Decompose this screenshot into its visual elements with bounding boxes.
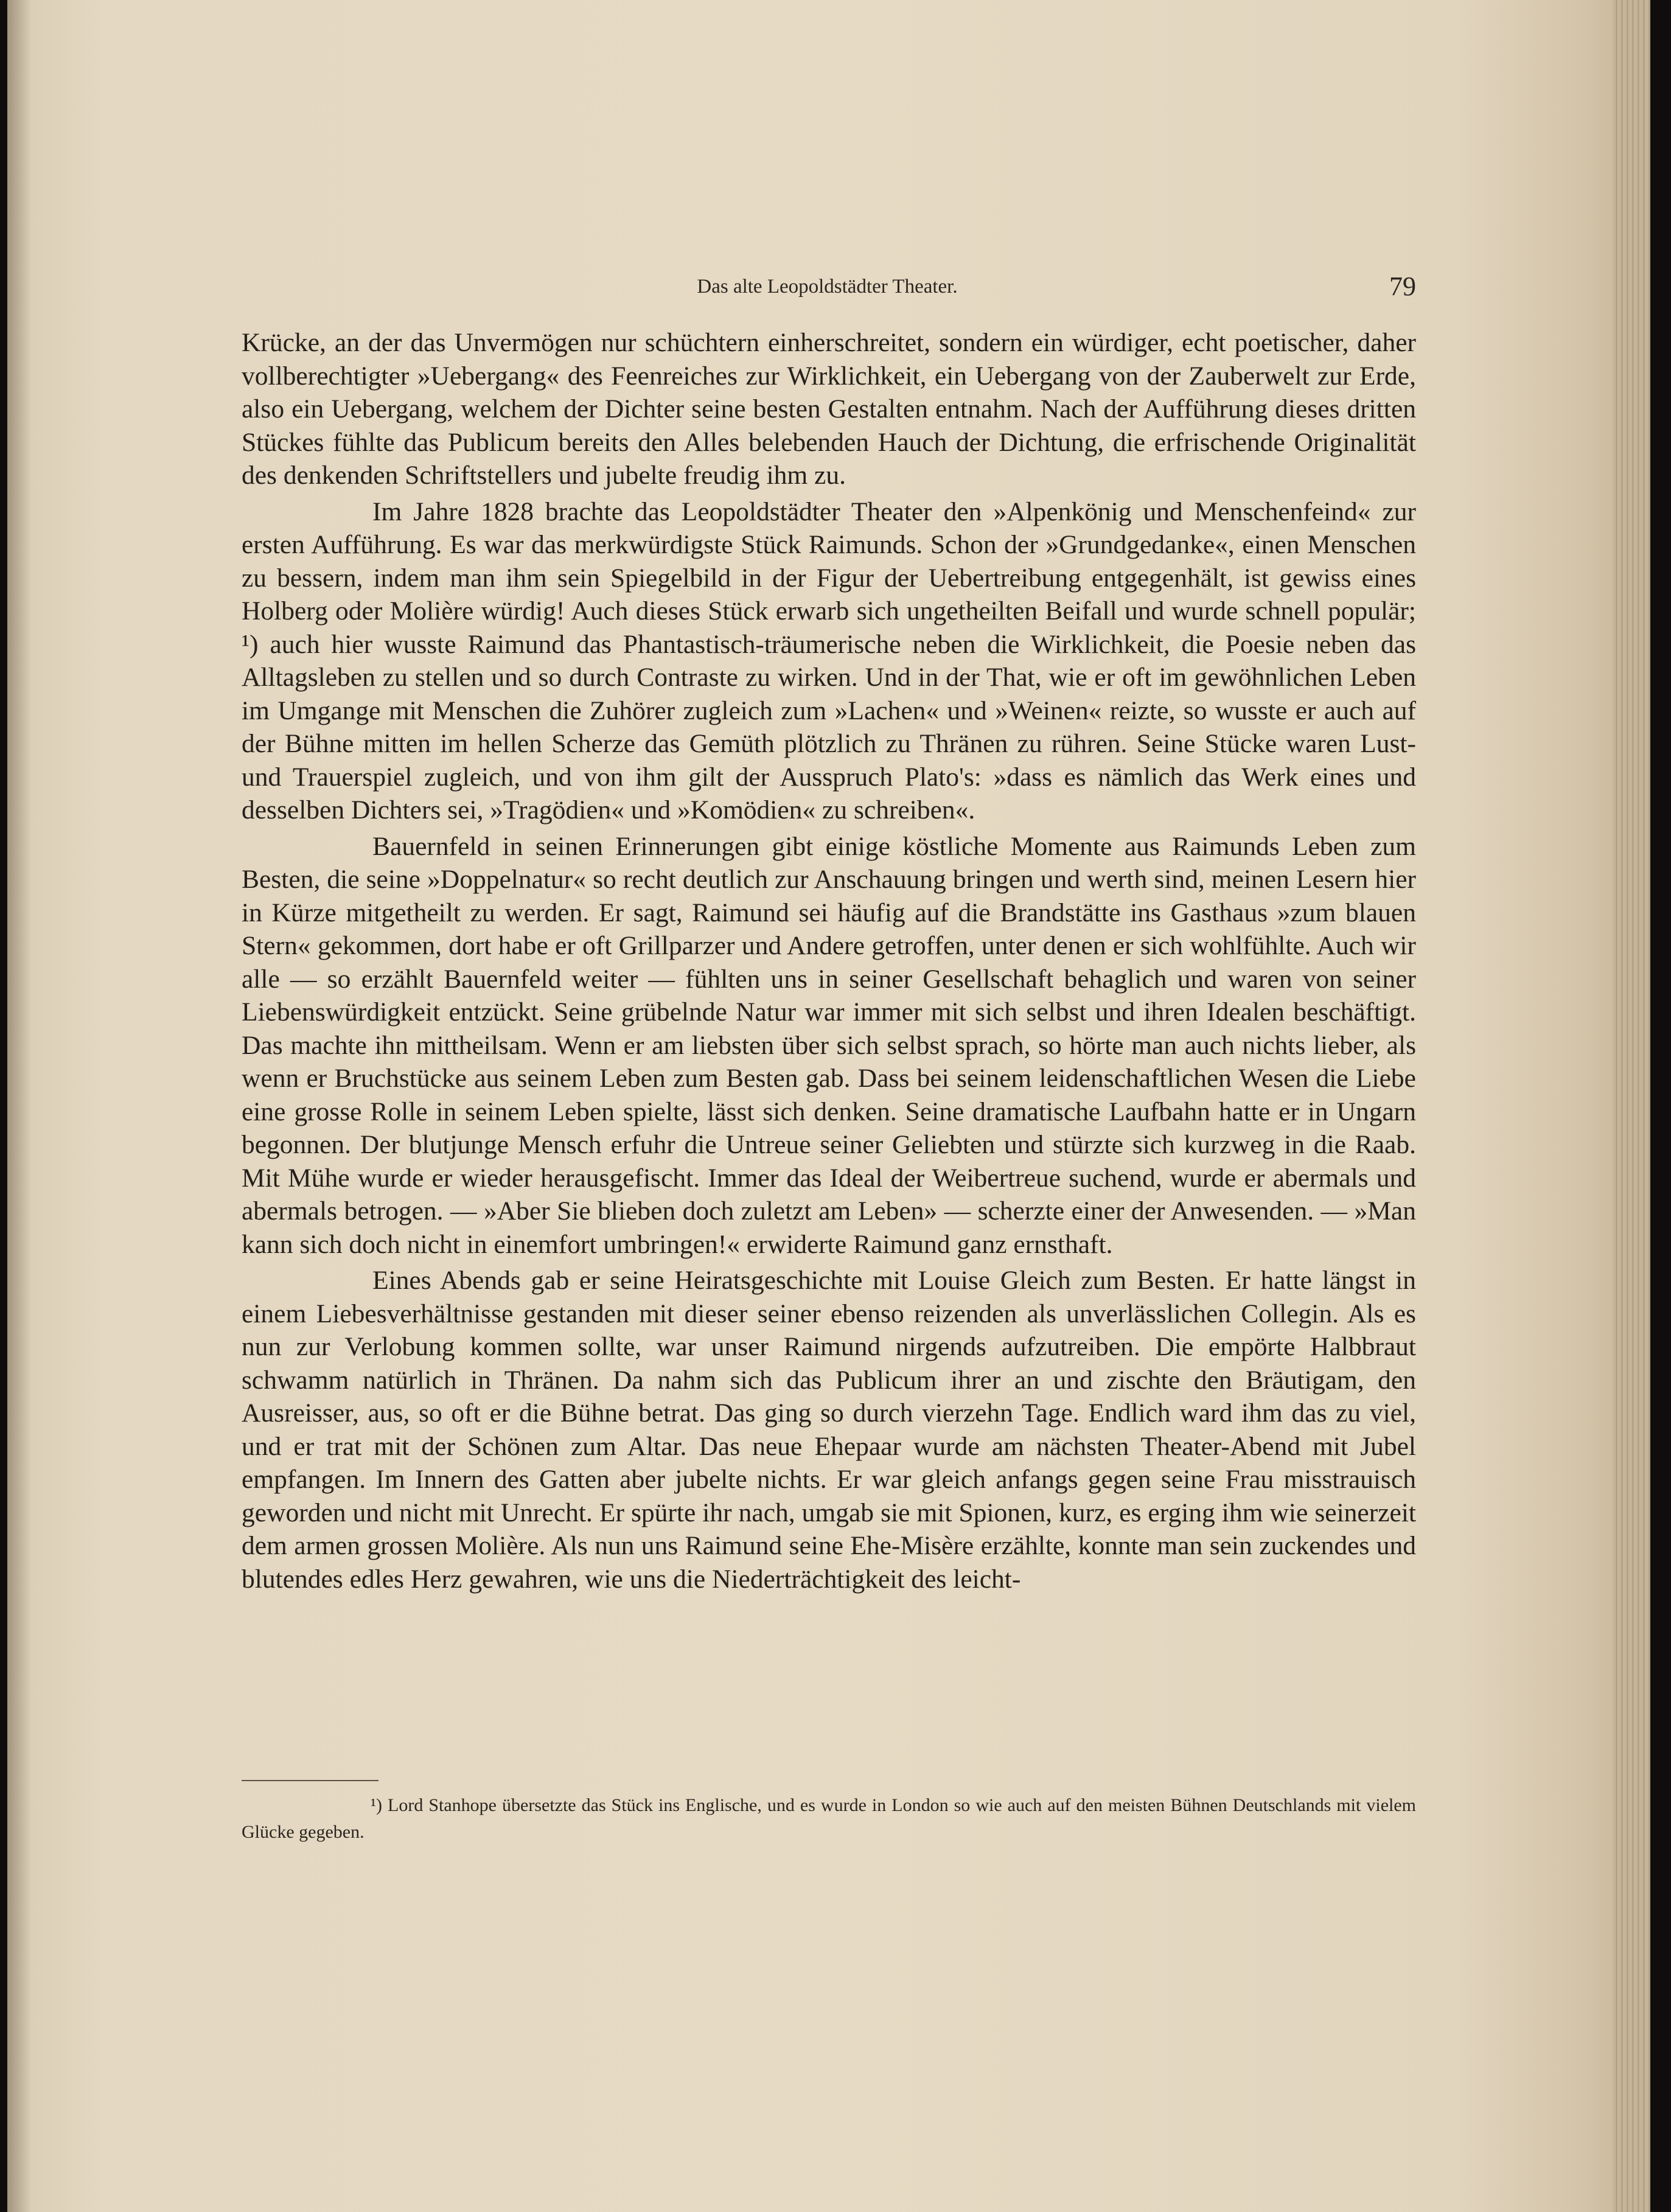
footnote: ¹) Lord Stanhope übersetzte das Stück ins Englische, und es wurde in London so wie auch auf den meisten Bühnen Deutschlands mit vielem Glücke gegeben. [242,1795,1416,1842]
body-text [242,326,1416,1596]
running-head [239,271,1416,301]
paragraph-continuation: Krücke, an der das Unvermögen nur schüchtern einherschreitet, sondern ein würdiger, echt poetischer, daher vollberechtigter »Uebergang« des Feenreiches zur Wirklichkeit, ein Uebergang von der Zauberwelt zur Erde, also ein Uebergang, welchem der Dichter seine besten Gestalten entnahm. Nach der Aufführung dieses dritten Stückes fühlte das Publicum bereits den Alles belebenden Hauch der Dichtung, die erfrischende Originalität des denkenden Schriftstellers und jubelte freudig ihm zu. [242,328,1416,490]
paragraph: Bauernfeld in seinen Erinnerungen gibt einige köstliche Momente aus Raimunds Leben zum Besten, die seine »Doppelnatur« so recht deutlich zur Anschauung bringen und werth sind, meinen Lesern hier in Kürze mitgetheilt zu werden. Er sagt, Raimund sei häufig auf die Brandstätte ins Gasthaus »zum blauen Stern« gekommen, dort habe er oft Grillparzer und Andere getroffen, unter denen er sich wohlfühlte. Auch wir alle — so erzählt Bauernfeld weiter — fühlten uns in seiner Gesellschaft behaglich und waren von seiner Liebenswürdigkeit entzückt. Seine grübelnde Natur war immer mit sich selbst und ihren Idealen beschäftigt. Das machte ihn mittheilsam. Wenn er am liebsten über sich selbst sprach, so hörte man auch nichts lieber, als wenn er Bruchstücke aus seinem Leben zum Besten gab. Dass bei seinem leidenschaftlichen Wesen die Liebe eine grosse Rolle in seinem Leben spielte, lässt sich denken. Seine dramatische Laufbahn hatte er in Ungarn begonnen. Der blutjunge Mensch erfuhr die Untreue seiner Geliebten und stürzte sich kurzweg in die Raab. Mit Mühe wurde er wieder herausgefischt. Immer das Ideal der Weibertreue suchend, wurde er abermals und abermals betrogen. — »Aber Sie blieben doch zuletzt am Leben» — scherzte einer der Anwesenden. — »Man kann sich doch nicht in einemfort umbringen!« erwiderte Raimund ganz ernsthaft. [242,831,1416,1259]
paragraph: Eines Abends gab er seine Heiratsgeschichte mit Louise Gleich zum Besten. Er hatte längst in einem Liebesverhältnisse gestanden mit dieser seiner ebenso reizenden als unverlässlichen Collegin. Als es nun zur Verlobung kommen sollte, war unser Raimund nirgends aufzutreiben. Die empörte Halbbraut schwamm natürlich in Thränen. Da nahm sich das Publicum ihrer an und zischte den Bräutigam, den Ausreisser, aus, so oft er die Bühne betrat. Das ging so durch vierzehn Tage. Endlich ward ihm das zu viel, und er trat mit der Schönen zum Altar. Das neue Ehepaar wurde am nächsten Theater-Abend mit Jubel empfangen. Im Innern des Gatten aber jubelte nichts. Er war gleich anfangs gegen seine Frau misstrauisch geworden und nicht mit Unrecht. Er spürte ihr nach, umgab sie mit Spionen, kurz, es erging ihm wie seinerzeit dem armen grossen Molière. Als nun uns Raimund seine Ehe-Misère erzählte, konnte man sein zuckendes und blutendes edles Herz gewahren, wie uns die Niederträchtigkeit des leicht- [242,1266,1416,1594]
page-edge [1613,0,1650,2212]
page-number: 79 [1389,271,1416,301]
paragraph: Im Jahre 1828 brachte das Leopoldstädter Theater den »Alpenkönig und Menschenfeind« zur ersten Aufführung. Es war das merkwürdigste Stück Raimunds. Schon der »Grundgedanke«, einen Menschen zu bessern, indem man ihm sein Spiegelbild in der Figur der Uebertreibung entgegenhält, ist gewiss eines Holberg oder Molière würdig! Auch dieses Stück erwarb sich ungetheilten Beifall und wurde schnell populär; ¹) auch hier wusste Raimund das Phantastisch-träumerische neben die Wirklichkeit, die Poesie neben das Alltagsleben zu stellen und so durch Contraste zu wirken. Und in der That, wie er oft im gewöhnlichen Leben im Umgange mit Menschen die Zuhörer zugleich zum »Lachen« und »Weinen« reizte, so wusste er auch auf der Bühne mitten im hellen Scherze das Gemüth plötzlich zu Thränen zu rühren. Seine Stücke waren Lust- und Trauerspiel zugleich, und von ihm gilt der Ausspruch Plato's: »dass es nämlich das Werk eines und desselben Dichters sei, »Tragödien« und »Komödien« zu schreiben«. [242,497,1416,825]
footnote-rule [242,1780,379,1781]
binding-shadow [7,0,32,2212]
running-title: Das alte Leopoldstädter Theater. [697,276,958,298]
book-page [7,0,1650,2212]
